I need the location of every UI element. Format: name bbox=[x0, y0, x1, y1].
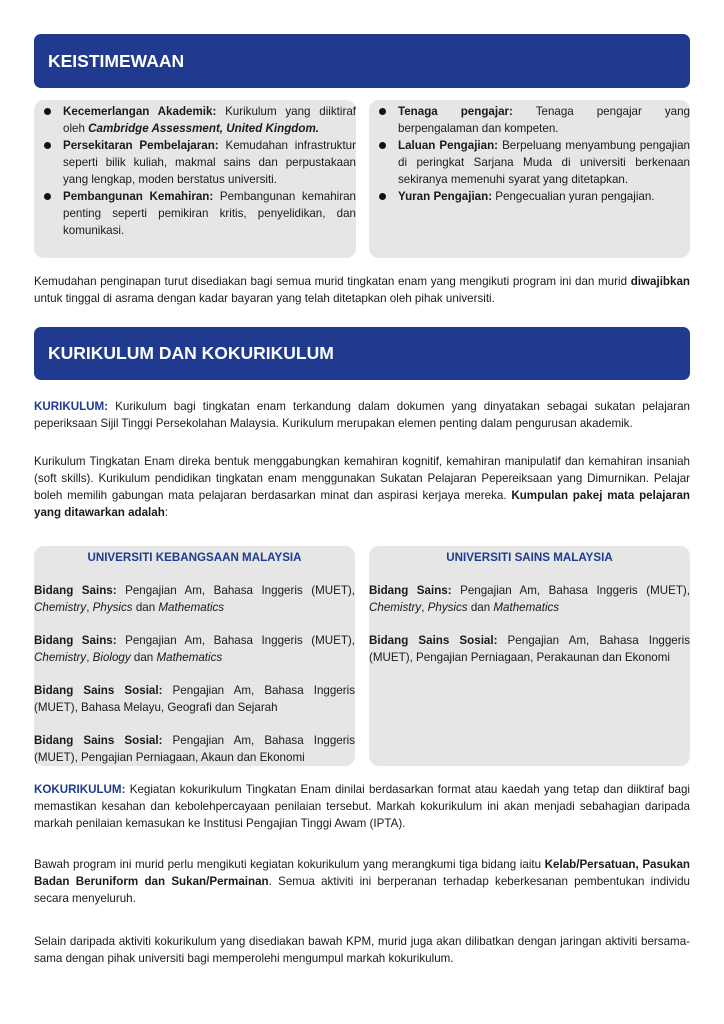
kokurikulum-university-paragraph: Selain daripada aktiviti kokurikulum yang disediakan bawah KPM, murid juga akan dilibatkan dengan jaringan aktiviti bersama-sama dengan pihak universiti bagi memperolehi mengumpul markah kokurikulum. bbox=[34, 935, 690, 965]
bullet-icon bbox=[379, 193, 386, 200]
kurikulum-paragraph: KURIKULUM: Kurikulum bagi tingkatan enam terkandung dalam dokumen yang dinyatakan sebagai sukatan pelajaran peperiksaan Sijil Tinggi Persekolahan Malaysia. Kurikulum merupakan elemen penting dalam pengurusan akademik. bbox=[34, 400, 690, 430]
package-box-usm bbox=[369, 546, 690, 766]
kurikulum-description-paragraph: Kurikulum Tingkatan Enam direka bentuk menggabungkan kemahiran kognitif, kemahiran manipulatif dan kemahiran insaniah (soft skills). Kurikulum pendidikan tingkatan enam menggunakan Sukatan Pelajaran Pepereiksaan yang Dimurnikan. Pelajar boleh memilih gabungan mata pelajaran berdasarkan minat dan aspirasi kerjaya mereka. Kumpulan pakej mata pelajaran yang ditawarkan adalah: bbox=[34, 455, 690, 519]
accommodation-paragraph: Kemudahan penginapan turut disediakan bagi semua murid tingkatan enam yang mengikuti program ini dan murid diwajibkan untuk tinggal di asrama dengan kadar bayaran yang telah ditetapkan oleh pihak universiti. bbox=[34, 275, 690, 305]
university-title-usm: UNIVERSITI SAINS MALAYSIA bbox=[446, 551, 613, 564]
package-item: Bidang Sains Sosial: Pengajian Am, Bahasa Inggeris (MUET), Pengajian Perniagaan, Perakaunan dan Ekonomi bbox=[369, 634, 690, 664]
feature-item: Pembangunan Kemahiran: Pembangunan kemahiran penting seperti pemikiran kritis, penyelidikan, dan komunikasi. bbox=[34, 188, 356, 239]
university-title-ukm: UNIVERSITI KEBANGSAAN MALAYSIA bbox=[87, 551, 302, 564]
bullet-icon bbox=[44, 108, 51, 115]
features-box-left bbox=[34, 100, 356, 258]
feature-item: Yuran Pengajian: Pengecualian yuran pengajian. bbox=[369, 188, 690, 205]
bullet-icon bbox=[44, 142, 51, 149]
feature-item: Kecemerlangan Akademik: Kurikulum yang diiktiraf oleh Cambridge Assessment, United Kingdom. bbox=[34, 103, 356, 137]
feature-item: Tenaga pengajar: Tenaga pengajar yang berpengalaman dan kompeten. bbox=[369, 103, 690, 137]
feature-item: Persekitaran Pembelajaran: Kemudahan infrastruktur seperti bilik kuliah, makmal sains dan perpustakaan yang lengkap, moden berstatus universiti. bbox=[34, 137, 356, 188]
section-title: KEISTIMEWAAN bbox=[48, 50, 185, 71]
package-item: Bidang Sains: Pengajian Am, Bahasa Inggeris (MUET), Chemistry, Biology dan Mathematics bbox=[34, 634, 355, 664]
bullet-icon bbox=[44, 193, 51, 200]
bullet-icon bbox=[379, 108, 386, 115]
package-box-ukm bbox=[34, 546, 355, 766]
kokurikulum-areas-paragraph: Bawah program ini murid perlu mengikuti kegiatan kokurikulum yang merangkumi tiga bidang iaitu Kelab/Persatuan, Pasukan Badan Beruniform dan Sukan/Permainan. Semua aktiviti ini berperanan terhadap keberkesanan pembentukan individu secara menyeluruh. bbox=[34, 858, 691, 905]
package-item: Bidang Sains: Pengajian Am, Bahasa Inggeris (MUET), Chemistry, Physics dan Mathematics bbox=[369, 584, 690, 614]
package-item: Bidang Sains: Pengajian Am, Bahasa Inggeris (MUET), Chemistry, Physics dan Mathematics bbox=[34, 584, 355, 614]
package-item: Bidang Sains Sosial: Pengajian Am, Bahasa Inggeris (MUET), Pengajian Perniagaan, Akaun dan Ekonomi bbox=[34, 734, 355, 764]
section-banner-keistimewaan bbox=[34, 34, 690, 88]
section-banner-kurikulum bbox=[34, 327, 690, 380]
bullet-icon bbox=[379, 142, 386, 149]
feature-item: Laluan Pengajian: Berpeluang menyambung pengajian di peringkat Sarjana Muda di universiti berkenaan sekiranya memenuhi syarat yang ditetapkan. bbox=[369, 137, 690, 188]
section-title: KURIKULUM DAN KOKURIKULUM bbox=[48, 343, 334, 363]
features-box-right bbox=[369, 100, 690, 258]
kokurikulum-paragraph: KOKURIKULUM: Kegiatan kokurikulum Tingkatan Enam dinilai berdasarkan format atau kaedah yang tetap dan diiktiraf bagi memastikan kesahan dan kebolehpercayaan penilaian tersebut. Markah kokurikulum ini akan menjadi sebahagian daripada markah penilaian kemasukan ke Institusi Pengajian Tinggi Awam (IPTA). bbox=[34, 783, 690, 830]
package-item: Bidang Sains Sosial: Pengajian Am, Bahasa Inggeris (MUET), Bahasa Melayu, Geografi dan Sejarah bbox=[34, 684, 355, 714]
